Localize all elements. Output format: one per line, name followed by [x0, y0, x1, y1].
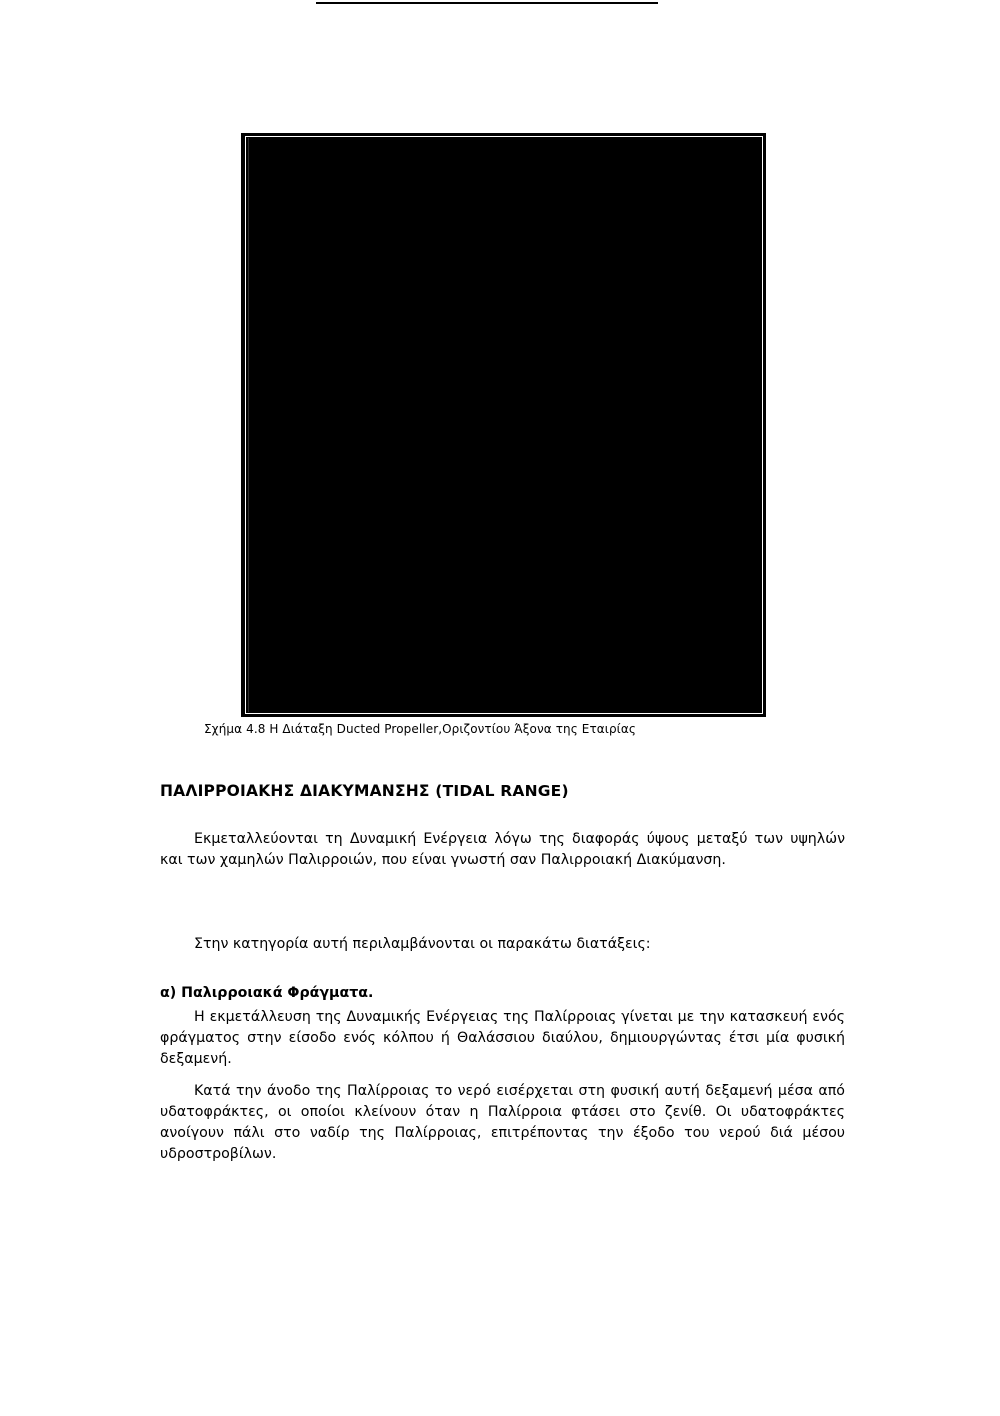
figure-border-bottom [245, 713, 762, 714]
figure-border-left [245, 136, 246, 714]
figure-border-top [245, 136, 762, 137]
intro-paragraph: Εκμεταλλεύονται τη Δυναμική Ενέργεια λόγω της διαφοράς ύψους μεταξύ των υψηλών και των χαμηλών Παλιρροιών, που είναι γνωστή σαν Παλιρροιακή Διακύμανση. [160, 831, 845, 868]
category-paragraph: Στην κατηγορία αυτή περιλαμβάνονται οι παρακάτω διατάξεις: [194, 936, 651, 952]
body-paragraph-1: Η εκμετάλλευση της Δυναμικής Ενέργειας της Παλίρροιας γίνεται με την κατασκευή ενός φράγματος στην είσοδο ενός κόλπου ή Θαλάσσιου διαύλου, δημιουργώντας έτσι μία φυσική δεξαμενή. [160, 1009, 845, 1067]
subsection-heading: α) Παλιρροιακά Φράγματα. [160, 985, 374, 1001]
section-heading: ΠΑΛΙΡΡΟΙΑΚΗΣ ΔΙΑΚΥΜΑΝΣΗΣ (TIDAL RANGE) [160, 782, 569, 800]
top-rule [316, 2, 658, 4]
figure-image [241, 133, 766, 717]
body-paragraph-2: Κατά την άνοδο της Παλίρροιας το νερό εισέρχεται στη φυσική αυτή δεξαμενή μέσα από υδατοφράκτες, οι οποίοι κλείνουν όταν η Παλίρροια φτάσει στο ζενίθ. Οι υδατοφράκτες ανοίγουν πάλι στο ναδίρ της Παλίρροιας, επιτρέποντας την έξοδο του νερού διά μέσου υδροστροβίλων. [160, 1083, 845, 1162]
figure-caption: Σχήμα 4.8 Η Διάταξη Ducted Propeller,Οριζοντίου Άξονα της Εταιρίας [204, 722, 636, 736]
figure-border-right [762, 136, 763, 714]
figure-image-content [248, 138, 761, 712]
